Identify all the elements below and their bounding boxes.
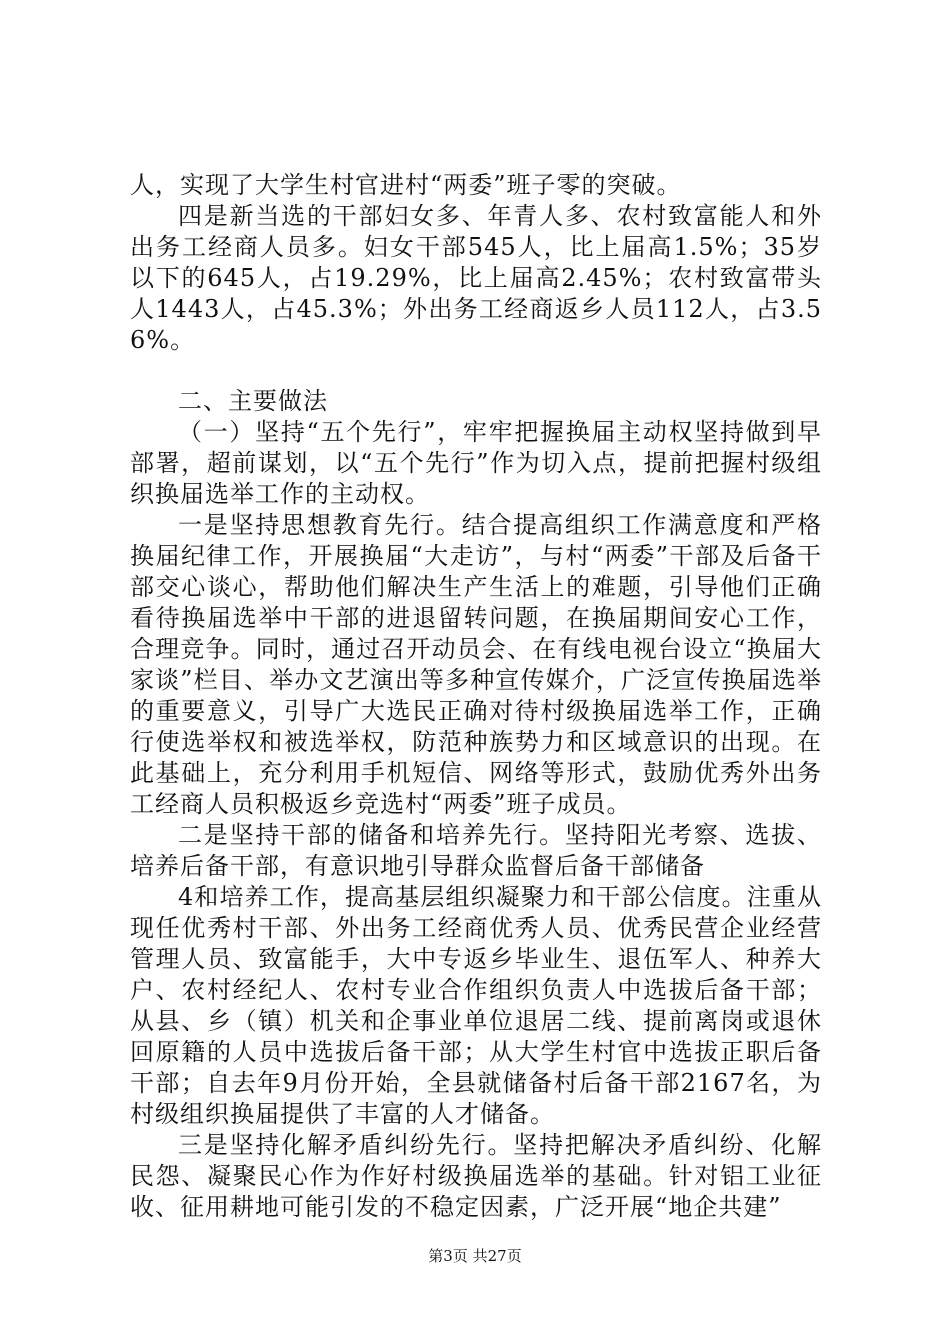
section-heading-main-practices: 二、主要做法 xyxy=(178,387,328,415)
paragraph-point-three: 三是坚持化解矛盾纠纷先行。坚持把解决矛盾纠纷、化解民怨、凝聚民心作为作好村级换届选举的基础。针对铝工业征收、征用耕地可能引发的不稳定因素，广泛开展“地企共建” xyxy=(130,1131,822,1221)
paragraph-point-two-continued: 4和培养工作，提高基层组织凝聚力和干部公信度。注重从现任优秀村干部、外出务工经商优秀人员、优秀民营企业经营管理人员、致富能手，大中专返乡毕业生、退伍军人、种养大户、农村经纪人、农村专业合作组织负责人中选拔后备干部；从县、乡（镇）机关和企事业单位退居二线、提前离岗或退休回原籍的人员中选拔后备干部；从大学生村官中选拔正职后备干部；自去年9月份开始，全县就储备村后备干部2167名，为村级组织换届提供了丰富的人才储备。 xyxy=(130,883,822,1128)
page-number-footer: 第3页 共27页 xyxy=(428,1247,522,1265)
paragraph-point-two: 二是坚持干部的储备和培养先行。坚持阳光考察、选拔、培养后备干部，有意识地引导群众监督后备干部储备 xyxy=(130,821,822,880)
paragraph-point-one: 一是坚持思想教育先行。结合提高组织工作满意度和严格换届纪律工作，开展换届“大走访”，与村“两委”干部及后备干部交心谈心，帮助他们解决生产生活上的难题，引导他们正确看待换届选举中干部的进退留转问题，在换届期间安心工作，合理竞争。同时，通过召开动员会、在有线电视台设立“换届大家谈”栏目、举办文艺演出等多种宣传媒介，广泛宣传换届选举的重要意义，引导广大选民正确对待村级换届选举工作，正确行使选举权和被选举权，防范种族势力和区域意识的出现。在此基础上，充分利用手机短信、网络等形式，鼓励优秀外出务工经商人员积极返乡竞选村“两委”班子成员。 xyxy=(130,511,822,818)
paragraph-point-four: 四是新当选的干部妇女多、年青人多、农村致富能人和外出务工经商人员多。妇女干部545人，比上届高1.5%；35岁以下的645人，占19.29%，比上届高2.45%；农村致富带头人1443人，占45.3%；外出务工经商返乡人员112人，占3.56%。 xyxy=(130,202,822,354)
paragraph-continuation: 人，实现了大学生村官进村“两委”班子零的突破。 xyxy=(130,171,682,199)
subsection-heading-five-priorities: （一）坚持“五个先行”，牢牢把握换届主动权坚持做到早部署，超前谋划，以“五个先行”作为切入点，提前把握村级组织换届选举工作的主动权。 xyxy=(130,418,822,508)
document-body xyxy=(130,170,822,1223)
